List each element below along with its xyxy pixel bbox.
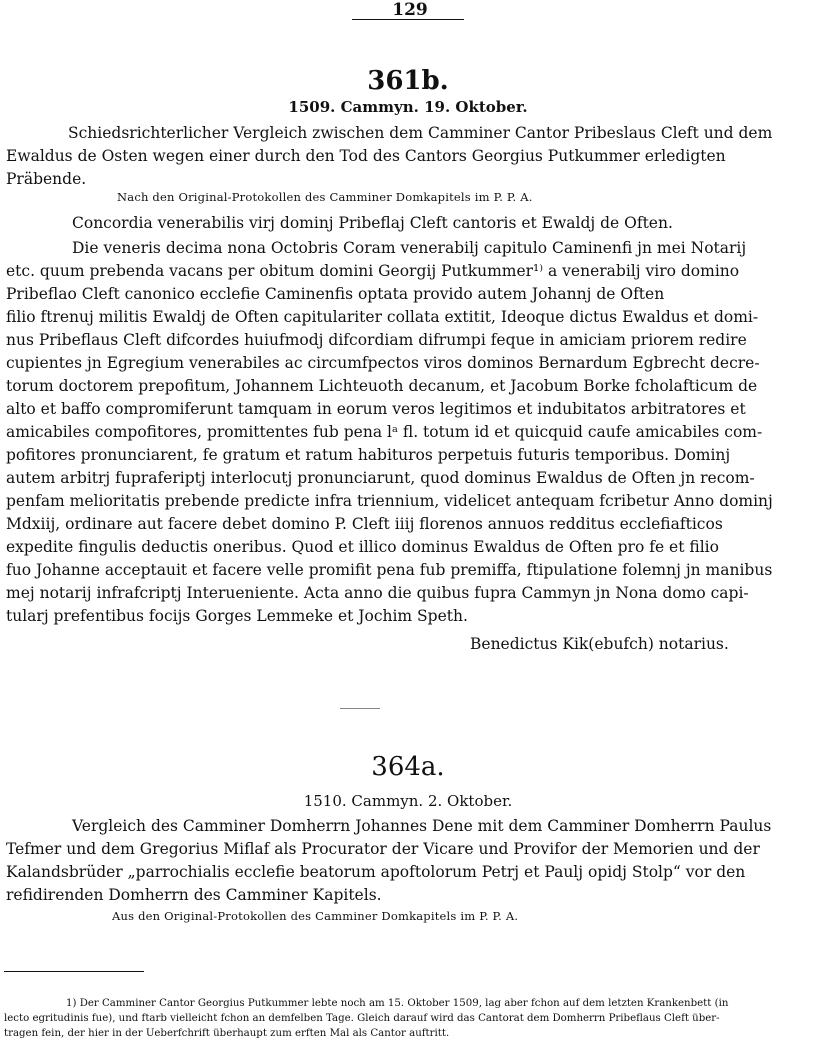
document-body-361b (6, 237, 812, 628)
body-line: Pribeflao Cleft canonico ecclefie Caminenfis optata provido autem Johannj de Often (6, 285, 665, 303)
title-line: Kalandsbrüder „parrochialis ecclefie beatorum apoftolorum Petrj et Paulj opidj Stolp“ vor den (6, 863, 746, 881)
footnote-rule (4, 971, 144, 972)
title-line: Vergleich des Camminer Domherrn Johannes Dene mit dem Camminer Domherrn Paulus (72, 817, 772, 835)
document-heading-361b: Concordia venerabilis virj dominj Pribeflaj Cleft cantoris et Ewaldj de Often. (72, 214, 673, 232)
body-line: pofitores pronunciarent, fe gratum et ratum habituros perpetuis futuris temporibus. Dominj (6, 446, 731, 464)
document-dateline-1509: 1509. Cammyn. 19. Oktober. (288, 98, 528, 116)
document-number-364a: 364a. (371, 752, 445, 782)
page-number: 129 (392, 0, 428, 20)
body-line: nus Pribeflaus Cleft difcordes huiufmodj difcordiam difrumpi feque in amiciam priorem redire (6, 331, 747, 349)
document-title-364a (6, 815, 812, 907)
footnote-line: 1) Der Camminer Cantor Georgius Putkummer lebte noch am 15. Oktober 1509, lag aber fchon auf dem letzten Krankenbett (in (66, 998, 729, 1009)
body-line: mej notarij infrafcriptj Interueniente. Acta anno die quibus fupra Cammyn jn Nona domo capi- (6, 584, 749, 602)
body-line: expedite fingulis deductis oneribus. Quod et illico dominus Ewaldus de Often pro fe et filio (6, 538, 719, 556)
document-number-361b: 361b. (367, 66, 449, 96)
footnote-line: lecto egritudinis fue), und ftarb vielleicht fchon an demfelben Tage. Gleich darauf wird das Cantorat dem Domherrn Pribeflaus Cleft über- (4, 1013, 720, 1024)
body-line: cupientes jn Egregium venerabiles ac circumfpectos viros dominos Bernardum Egbrecht decre- (6, 354, 760, 372)
notary-signature: Benedictus Kik(ebufch) notarius. (470, 635, 729, 653)
body-line: Die veneris decima nona Octobris Coram venerabilj capitulo Caminenfi jn mei Notarij (72, 239, 747, 257)
document-dateline-1510: 1510. Cammyn. 2. Oktober. (303, 792, 513, 810)
title-line: Tefmer und dem Gregorius Miflaf als Procurator der Vicare und Provifor der Memorien und der (6, 840, 760, 858)
body-line: filio ftrenuj militis Ewaldj de Often capitulariter collata extitit, Ideoque dictus Ewaldus et domi- (6, 308, 759, 326)
body-line: alto et baffo compromiferunt tamquam in eorum veros legitimos et indubitatos arbitratores et (6, 400, 746, 418)
body-line: torum doctorem prepofitum, Johannem Lichteuoth decanum, et Jacobum Borke fcholafticum de (6, 377, 758, 395)
body-line: etc. quum prebenda vacans per obitum domini Georgij Putkummer¹⁾ a venerabilj viro domino (6, 262, 740, 280)
body-line: Mdxiij, ordinare aut facere debet domino P. Cleft iiij florenos annuos redditus ecclefiafticos (6, 515, 723, 533)
document-title-361b (6, 122, 812, 191)
title-line: refidirenden Domherrn des Camminer Kapitels. (6, 886, 382, 904)
header-rule (352, 19, 464, 20)
source-note-364a: Aus den Original-Protokollen des Camminer Domkapitels im P. P. A. (112, 909, 519, 923)
body-line: penfam melioritatis prebende predicte infra triennium, videlicet antequam fcribetur Anno dominj (6, 492, 773, 510)
title-line: Schiedsrichterlicher Vergleich zwischen dem Camminer Cantor Pribeslaus Cleft und dem (68, 124, 773, 142)
section-separator (340, 708, 380, 709)
footnote-line: tragen fein, der hier in der Ueberfchrift überhaupt zum erften Mal als Cantor auftritt. (4, 1028, 450, 1039)
footnote (4, 996, 812, 1041)
body-line: fuo Johanne acceptauit et facere velle promifit pena fub premiffa, ftipulatione folemnj jn manibus (6, 561, 773, 579)
body-line: tularj prefentibus focijs Gorges Lemmeke et Jochim Speth. (6, 607, 468, 625)
title-line: Ewaldus de Osten wegen einer durch den Tod des Cantors Georgius Putkummer erledigten (6, 147, 726, 165)
body-line: amicabiles compofitores, promittentes fub pena lᵃ fl. totum id et quicquid caufe amicabiles com- (6, 423, 763, 441)
body-line: autem arbitrj fupraferiptj interlocutj pronunciarunt, quod dominus Ewaldus de Often jn recom- (6, 469, 755, 487)
source-note-361b: Nach den Original-Protokollen des Camminer Domkapitels im P. P. A. (117, 190, 533, 204)
title-line: Präbende. (6, 170, 87, 188)
